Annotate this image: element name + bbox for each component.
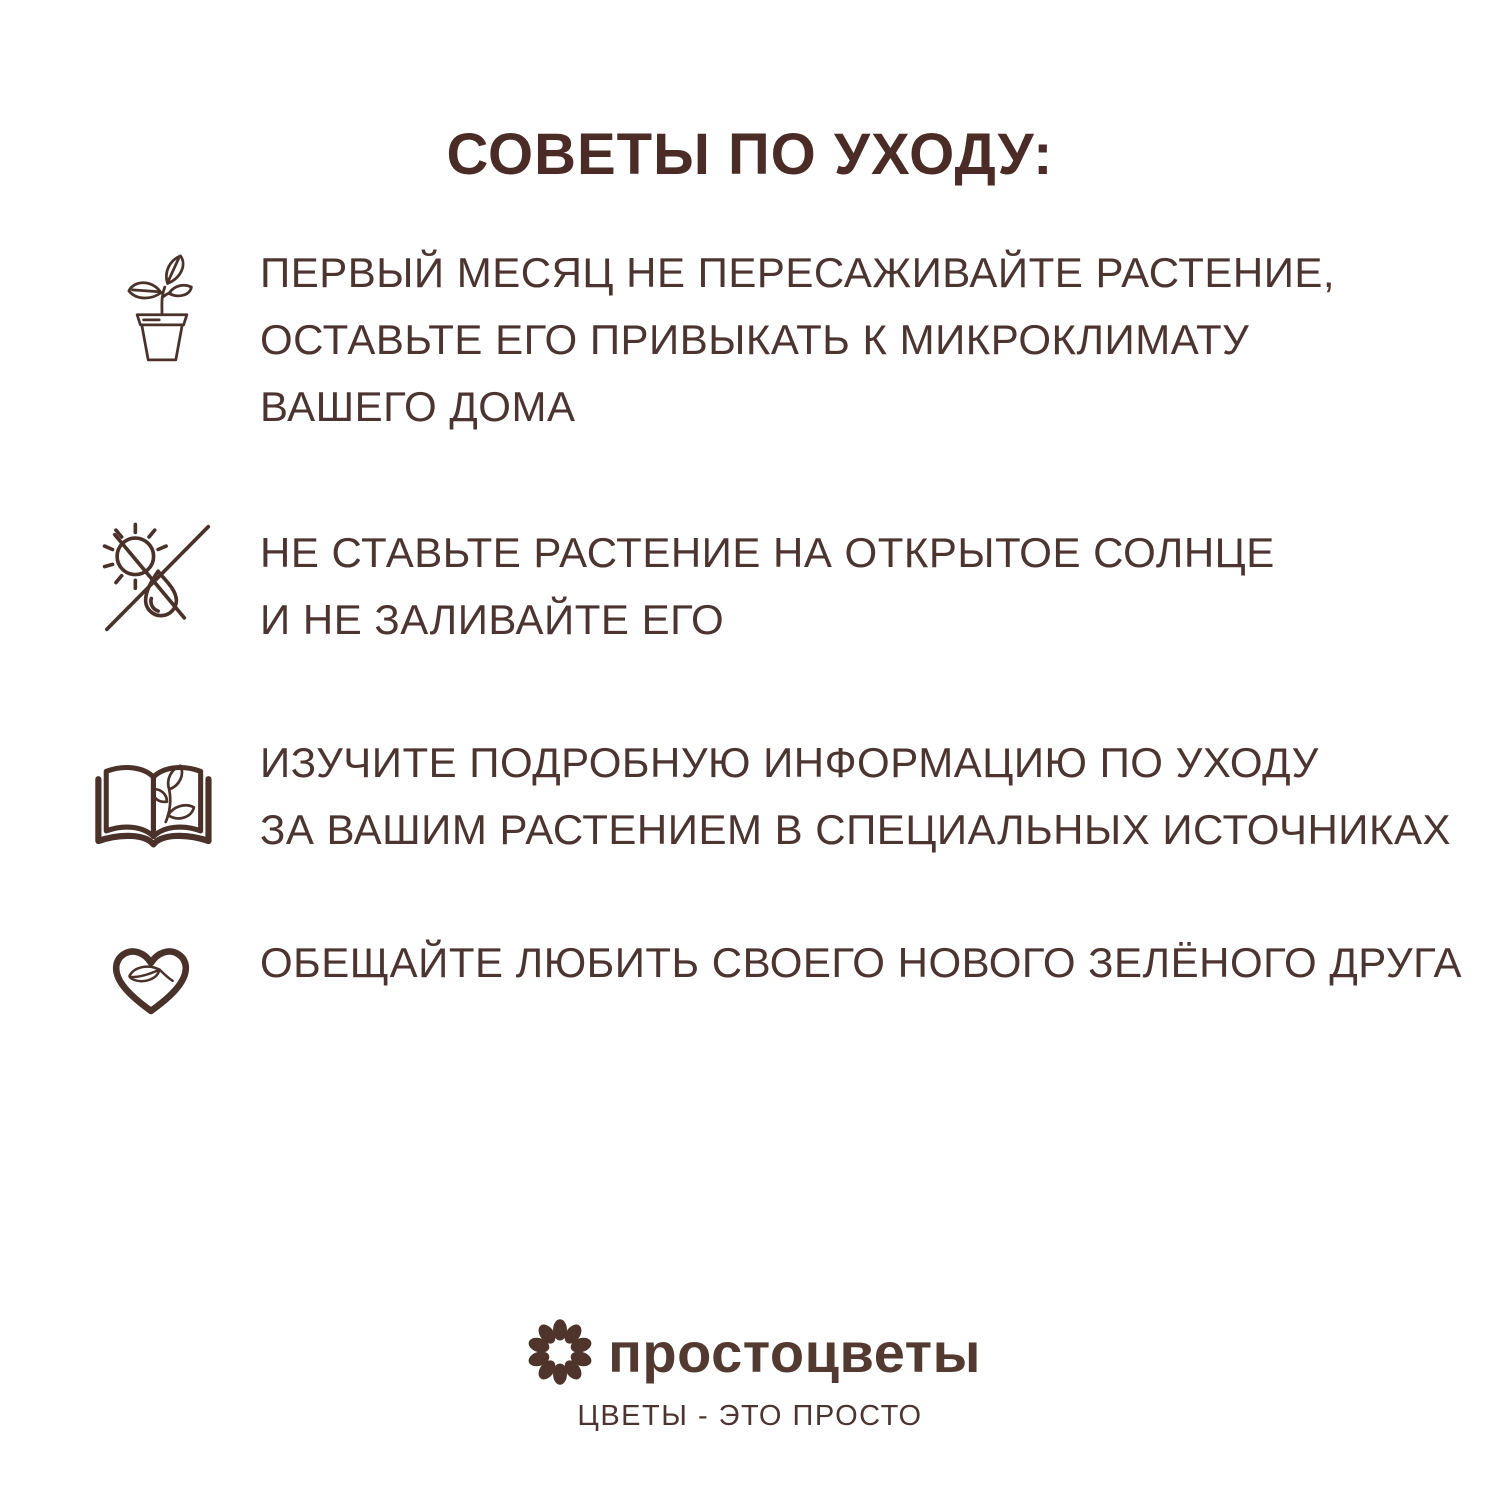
tip-text-love-plant [260, 929, 1462, 996]
tip-line: ЗА ВАШИМ РАСТЕНИЕМ В СПЕЦИАЛЬНЫХ ИСТОЧНИКАХ [260, 806, 1451, 853]
tip-text-study-info [260, 729, 1451, 863]
flower-icon [519, 1311, 601, 1393]
tip-text-repotting [260, 239, 1335, 440]
potted-plant-icon [116, 250, 208, 374]
brand-row [519, 1310, 981, 1394]
tip-line: ОБЕЩАЙТЕ ЛЮБИТЬ СВОЕГО НОВОГО ЗЕЛЁНОГО ДРУГА [260, 939, 1463, 986]
brand-footer [0, 1310, 1500, 1433]
tip-line: ПЕРВЫЙ МЕСЯЦ НЕ ПЕРЕСАЖИВАЙТЕ РАСТЕНИЕ, [260, 249, 1336, 296]
page-title: СОВЕТЫ ПО УХОДУ: [446, 121, 1054, 187]
tip-line: ИЗУЧИТЕ ПОДРОБНУЮ ИНФОРМАЦИЮ ПО УХОДУ [260, 739, 1319, 786]
brand-tagline: ЦВЕТЫ - ЭТО ПРОСТО [577, 1400, 923, 1432]
brand-name: простоцветы [608, 1320, 981, 1384]
no-sun-no-overwatering-icon [100, 516, 214, 640]
tip-text-sun-water [260, 519, 1275, 653]
tip-line: НЕ СТАВЬТЕ РАСТЕНИЕ НА ОТКРЫТОЕ СОЛНЦЕ [260, 529, 1275, 576]
heart-leaf-icon [104, 926, 198, 1030]
tip-line: ВАШЕГО ДОМА [260, 383, 576, 430]
tip-line: И НЕ ЗАЛИВАЙТЕ ЕГО [260, 596, 725, 643]
tip-line: ОСТАВЬТЕ ЕГО ПРИВЫКАТЬ К МИКРОКЛИМАТУ [260, 316, 1250, 363]
care-book-leaf-icon [88, 750, 220, 868]
